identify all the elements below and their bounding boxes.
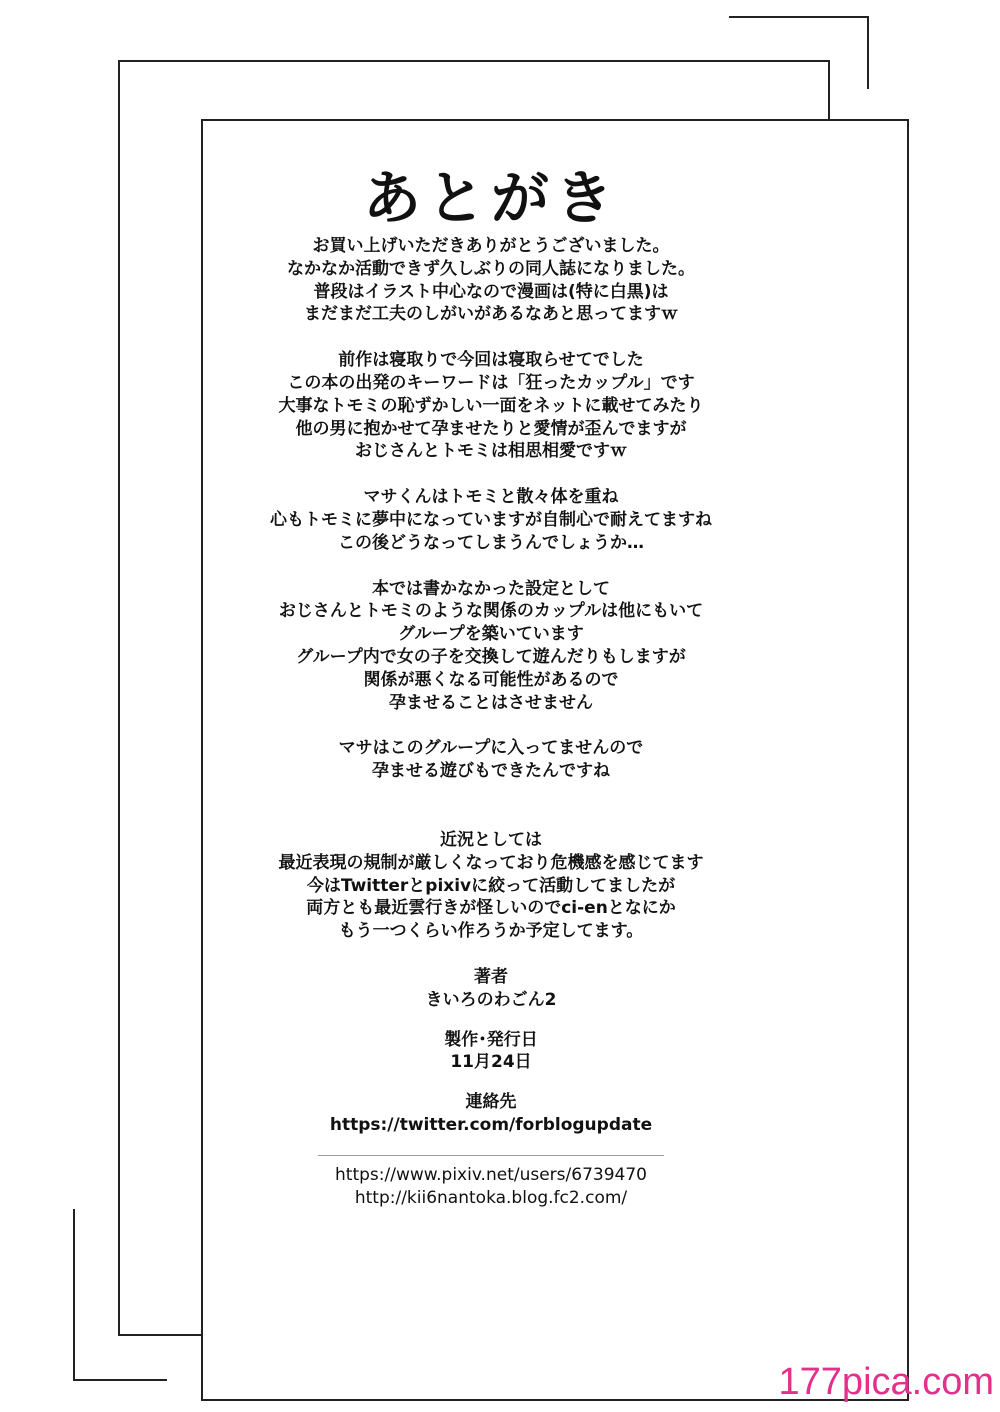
text-line: マサくんはトモミと散々体を重ね <box>363 487 619 508</box>
paragraph-2 <box>201 349 781 463</box>
text-line: 両方とも最近雲行きが怪しいのでci-enとなにか <box>306 898 676 919</box>
page-title: あとがき <box>362 164 619 232</box>
corner-mark-bottom-left <box>73 1379 167 1381</box>
text-line: お買い上げいただきありがとうございました。 <box>312 236 670 256</box>
paragraph-6 <box>201 829 781 943</box>
paragraph-4 <box>201 578 781 715</box>
colophon <box>201 966 781 1137</box>
text-line: 前作は寝取りで今回は寝取らせてでした <box>338 350 644 371</box>
contact-link[interactable]: https://twitter.com/forblogupdate <box>329 1114 653 1135</box>
links-block <box>201 1164 781 1210</box>
text-line: もう一つくらい作ろうか予定してます。 <box>338 921 644 942</box>
blog-link[interactable]: http://kii6nantoka.blog.fc2.com/ <box>354 1187 628 1208</box>
paragraph-1 <box>201 235 781 326</box>
text-line: 他の男に抱かせて孕ませたりと愛情が歪んでますが <box>295 418 687 439</box>
contact-label: 連絡先 <box>465 1092 517 1113</box>
text-line: この本の出発のキーワードは「狂ったカップル」です <box>287 372 695 393</box>
contact-block <box>201 1091 781 1137</box>
text-line: 普段はイラスト中心なので漫画は(特に白黒)は <box>313 281 669 302</box>
text-line: 近況としては <box>440 829 542 850</box>
author-label: 著者 <box>474 966 508 987</box>
text-line: 関係が悪くなる可能性があるので <box>363 669 619 690</box>
pixiv-link[interactable]: https://www.pixiv.net/users/6739470 <box>335 1164 647 1185</box>
text-line: グループ内で女の子を交換して遊んだりもしますが <box>296 646 686 667</box>
text-line: おじさんとトモミのような関係のカップルは他にもいて <box>278 601 704 622</box>
release-label: 製作･発行日 <box>444 1029 538 1050</box>
text-line: この後どうなってしまうんでしょうか… <box>338 532 644 553</box>
text-line: 本では書かなかった設定として <box>372 578 610 599</box>
text-line: 孕ませる遊びもできたんですね <box>372 761 610 782</box>
text-line: 今はTwitterとpixivに絞って活動してましたが <box>306 875 676 896</box>
text-line: 大事なトモミの恥ずかしい一面をネットに載せてみたり <box>278 395 704 416</box>
watermark: 177pica.com <box>778 1361 994 1403</box>
author-name: きいろのわごん2 <box>425 989 557 1010</box>
text-line: まだまだ工夫のしがいがあるなあと思ってますｗ <box>304 304 678 325</box>
paragraph-3 <box>201 486 781 554</box>
text-line: 最近表現の規制が厳しくなっており危機感を感じてます <box>278 852 704 873</box>
text-line: なかなか活動できず久しぶりの同人誌になりました。 <box>287 258 695 279</box>
afterword-body <box>201 235 781 1209</box>
text-line: マサはこのグループに入ってませんので <box>338 738 644 759</box>
release-block <box>201 1029 781 1075</box>
corner-mark-top-right-vertical <box>867 16 869 89</box>
text-line: 心もトモミに夢中になっていますが自制心で耐えてますね <box>270 509 712 530</box>
corner-mark-bottom-left-vertical <box>73 1209 75 1381</box>
text-line: 孕ませることはさせません <box>389 692 593 713</box>
corner-mark-top-right <box>729 16 869 18</box>
text-line: グループを築いています <box>398 624 584 645</box>
text-line: おじさんとトモミは相思相愛ですｗ <box>355 441 627 462</box>
release-date: 11月24日 <box>450 1052 532 1073</box>
author-block <box>201 966 781 1012</box>
divider <box>318 1155 664 1156</box>
paragraph-5 <box>201 737 781 783</box>
